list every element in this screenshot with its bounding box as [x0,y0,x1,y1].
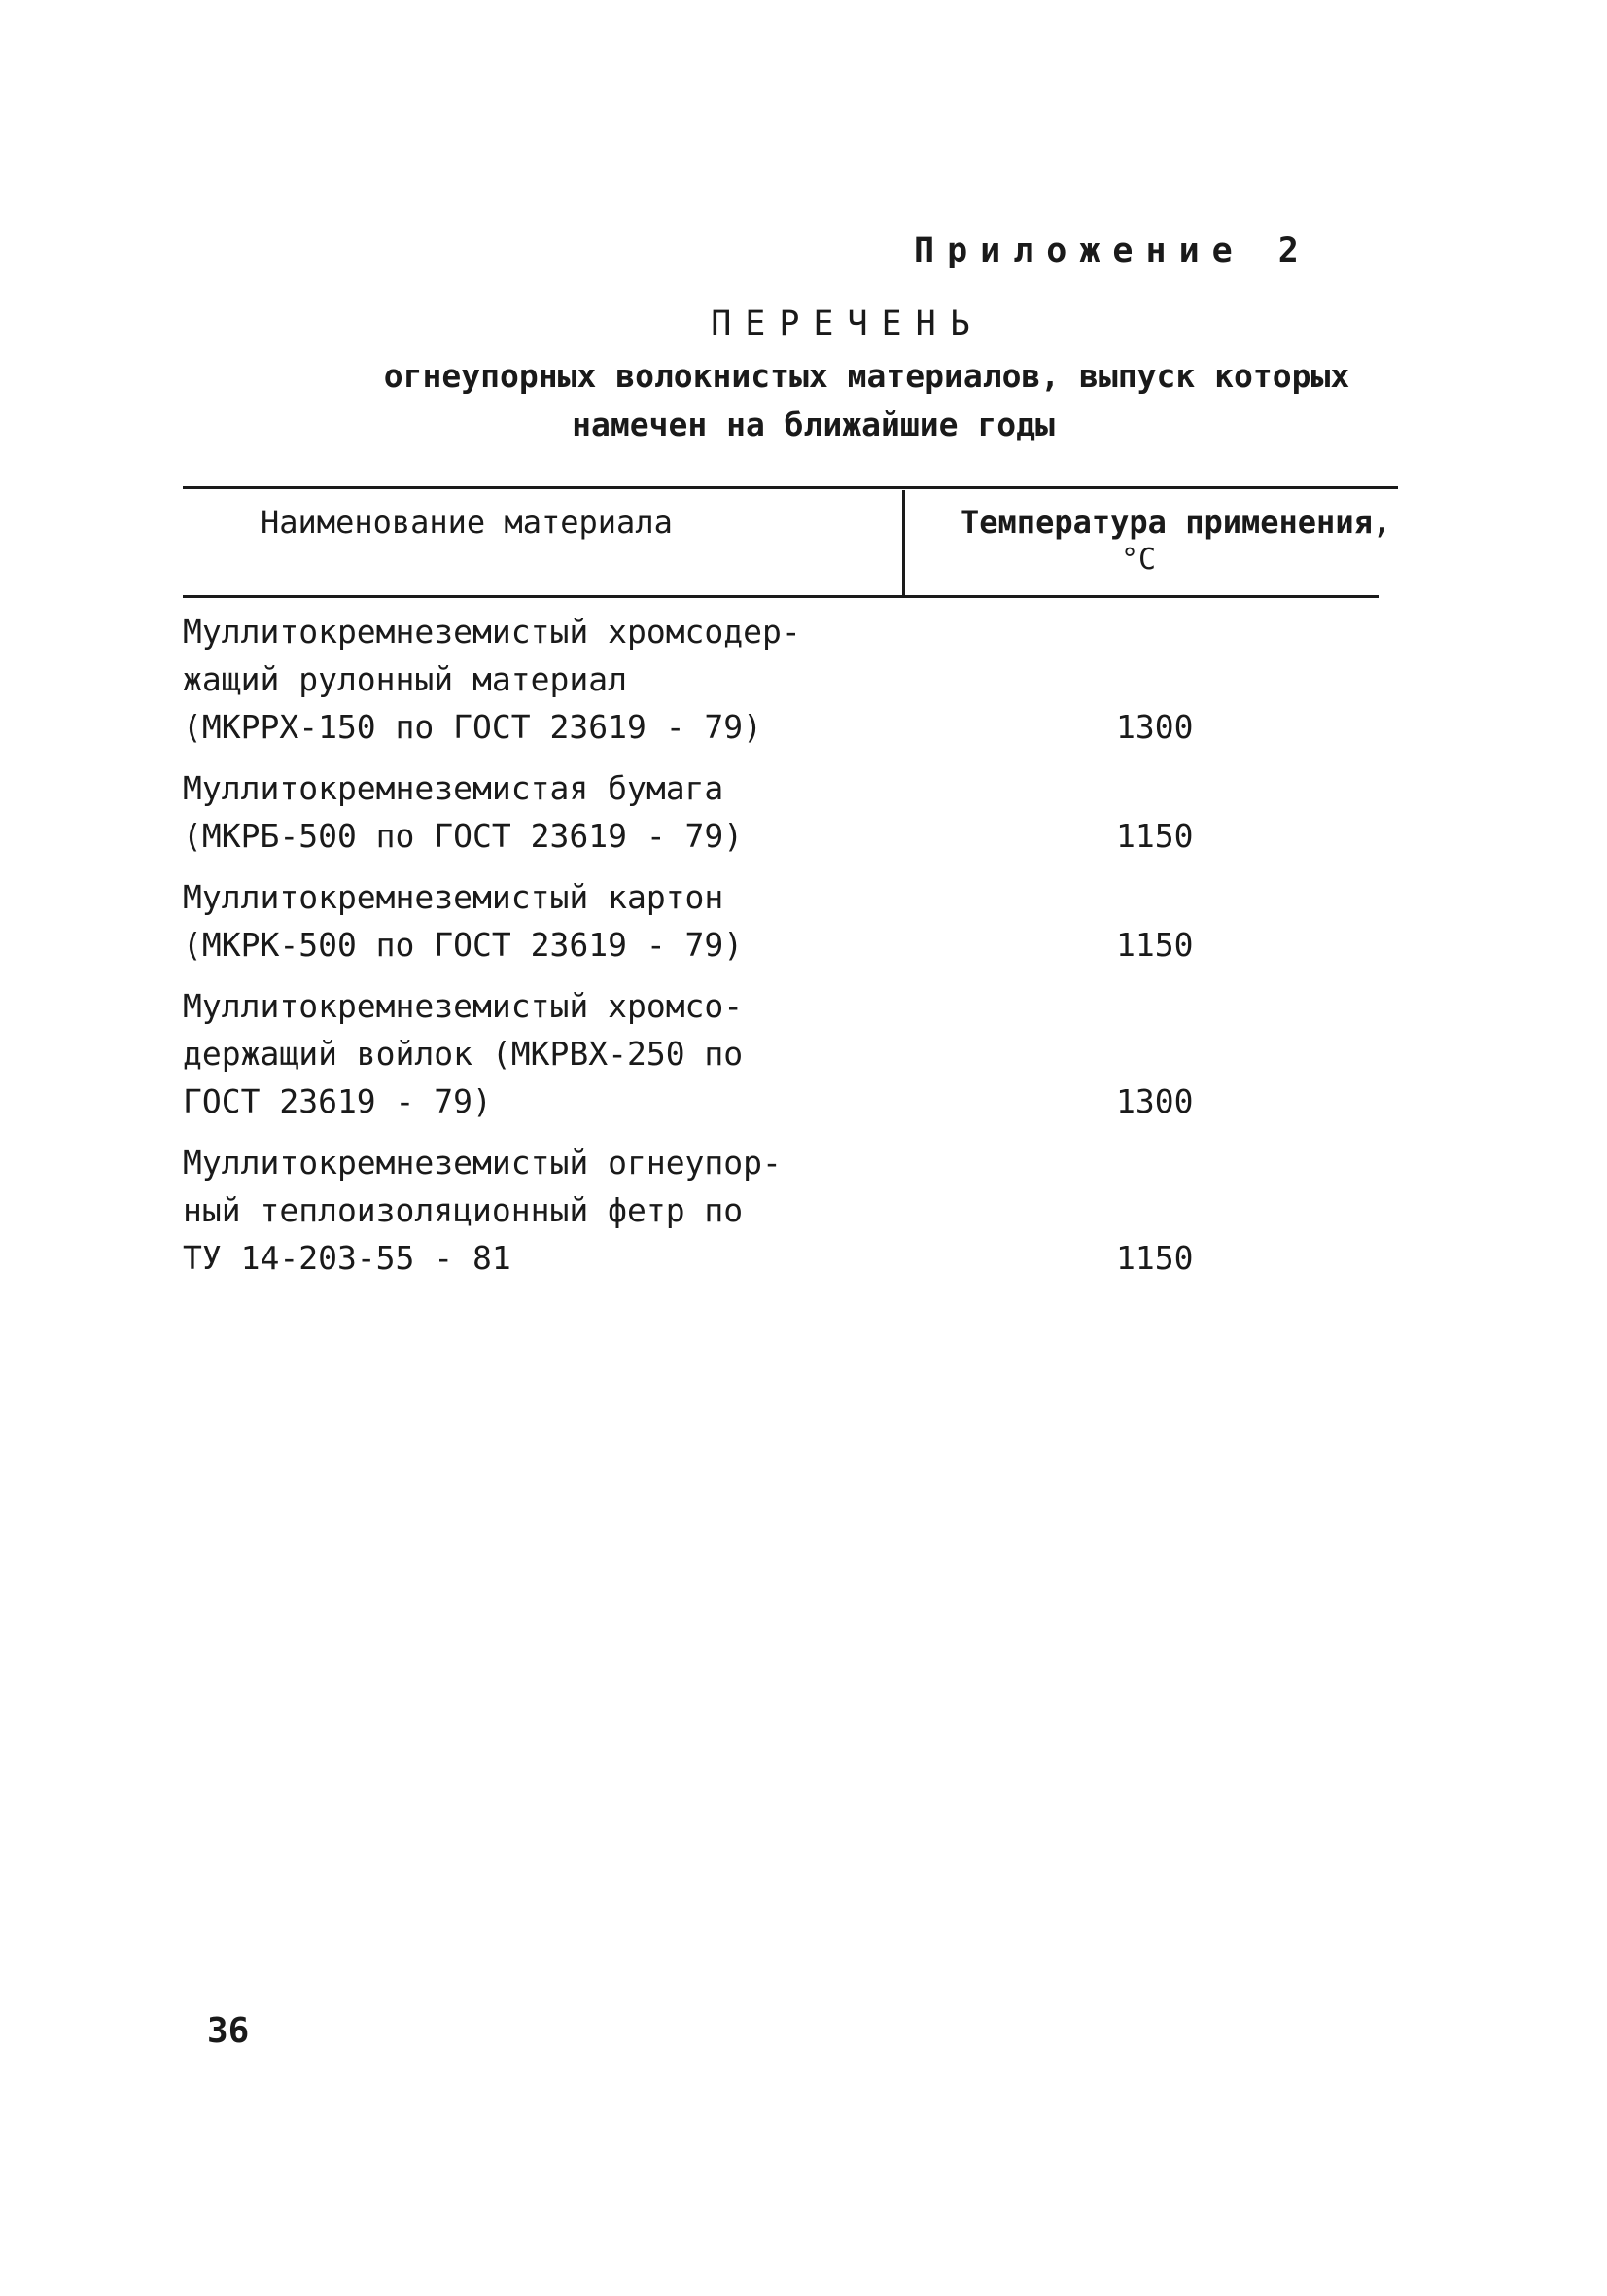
material-name-line: (МКРК-500 по ГОСТ 23619 - 79) [183,926,744,964]
material-name-line: (МКРБ-500 по ГОСТ 23619 - 79) [183,817,744,855]
material-name-line: Муллитокремнеземистый огнеупор- [183,1144,782,1182]
material-name-line: жащий рулонный материал [183,660,627,698]
material-name-line: Муллитокремнеземистая бумага [183,769,724,807]
table-row [183,608,1379,751]
material-temperature: 1150 [1116,926,1194,964]
material-name-line: Муллитокремнеземистый картон [183,878,724,916]
table-body [183,608,1379,1295]
material-name-line: ТУ 14-203-55 - 81 [183,1239,511,1277]
material-temperature: 1300 [1116,1082,1194,1120]
table-row [183,1139,1379,1282]
material-name-line: ный теплоизоляционный фетр по [183,1191,744,1229]
header-temperature-unit: °C [1121,543,1157,577]
material-name [183,608,844,751]
material-name-line: ГОСТ 23619 - 79) [183,1082,492,1120]
material-name [183,764,844,860]
table-row [183,873,1379,969]
table-header-rule [183,595,1379,598]
document-title: ПЕРЕЧЕНЬ [711,304,984,343]
header-column-divider [902,490,905,597]
header-temperature: Температура применения, [961,504,1392,541]
table-top-rule [183,486,1398,489]
material-name-line: Муллитокремнеземистый хромсодер- [183,613,801,651]
material-temperature: 1150 [1116,1239,1194,1277]
material-name-line: (МКРРХ-150 по ГОСТ 23619 - 79) [183,708,763,746]
document-subtitle-line2: намечен на ближайшие годы [572,406,1055,443]
material-name [183,982,844,1125]
material-name [183,1139,844,1282]
page-number: 36 [207,2011,250,2051]
material-temperature: 1150 [1116,817,1194,855]
table-row [183,982,1379,1125]
table-row [183,764,1379,860]
material-name [183,873,844,969]
document-subtitle-line1: огнеупорных волокнистых материалов, выпуск которых [383,357,1350,395]
header-material-name: Наименование материала [261,504,673,541]
material-temperature: 1300 [1116,708,1194,746]
material-name-line: Муллитокремнеземистый хромсо- [183,987,744,1025]
appendix-label: Приложение 2 [914,231,1311,270]
material-name-line: держащий войлок (МКРВХ-250 по [183,1035,744,1073]
